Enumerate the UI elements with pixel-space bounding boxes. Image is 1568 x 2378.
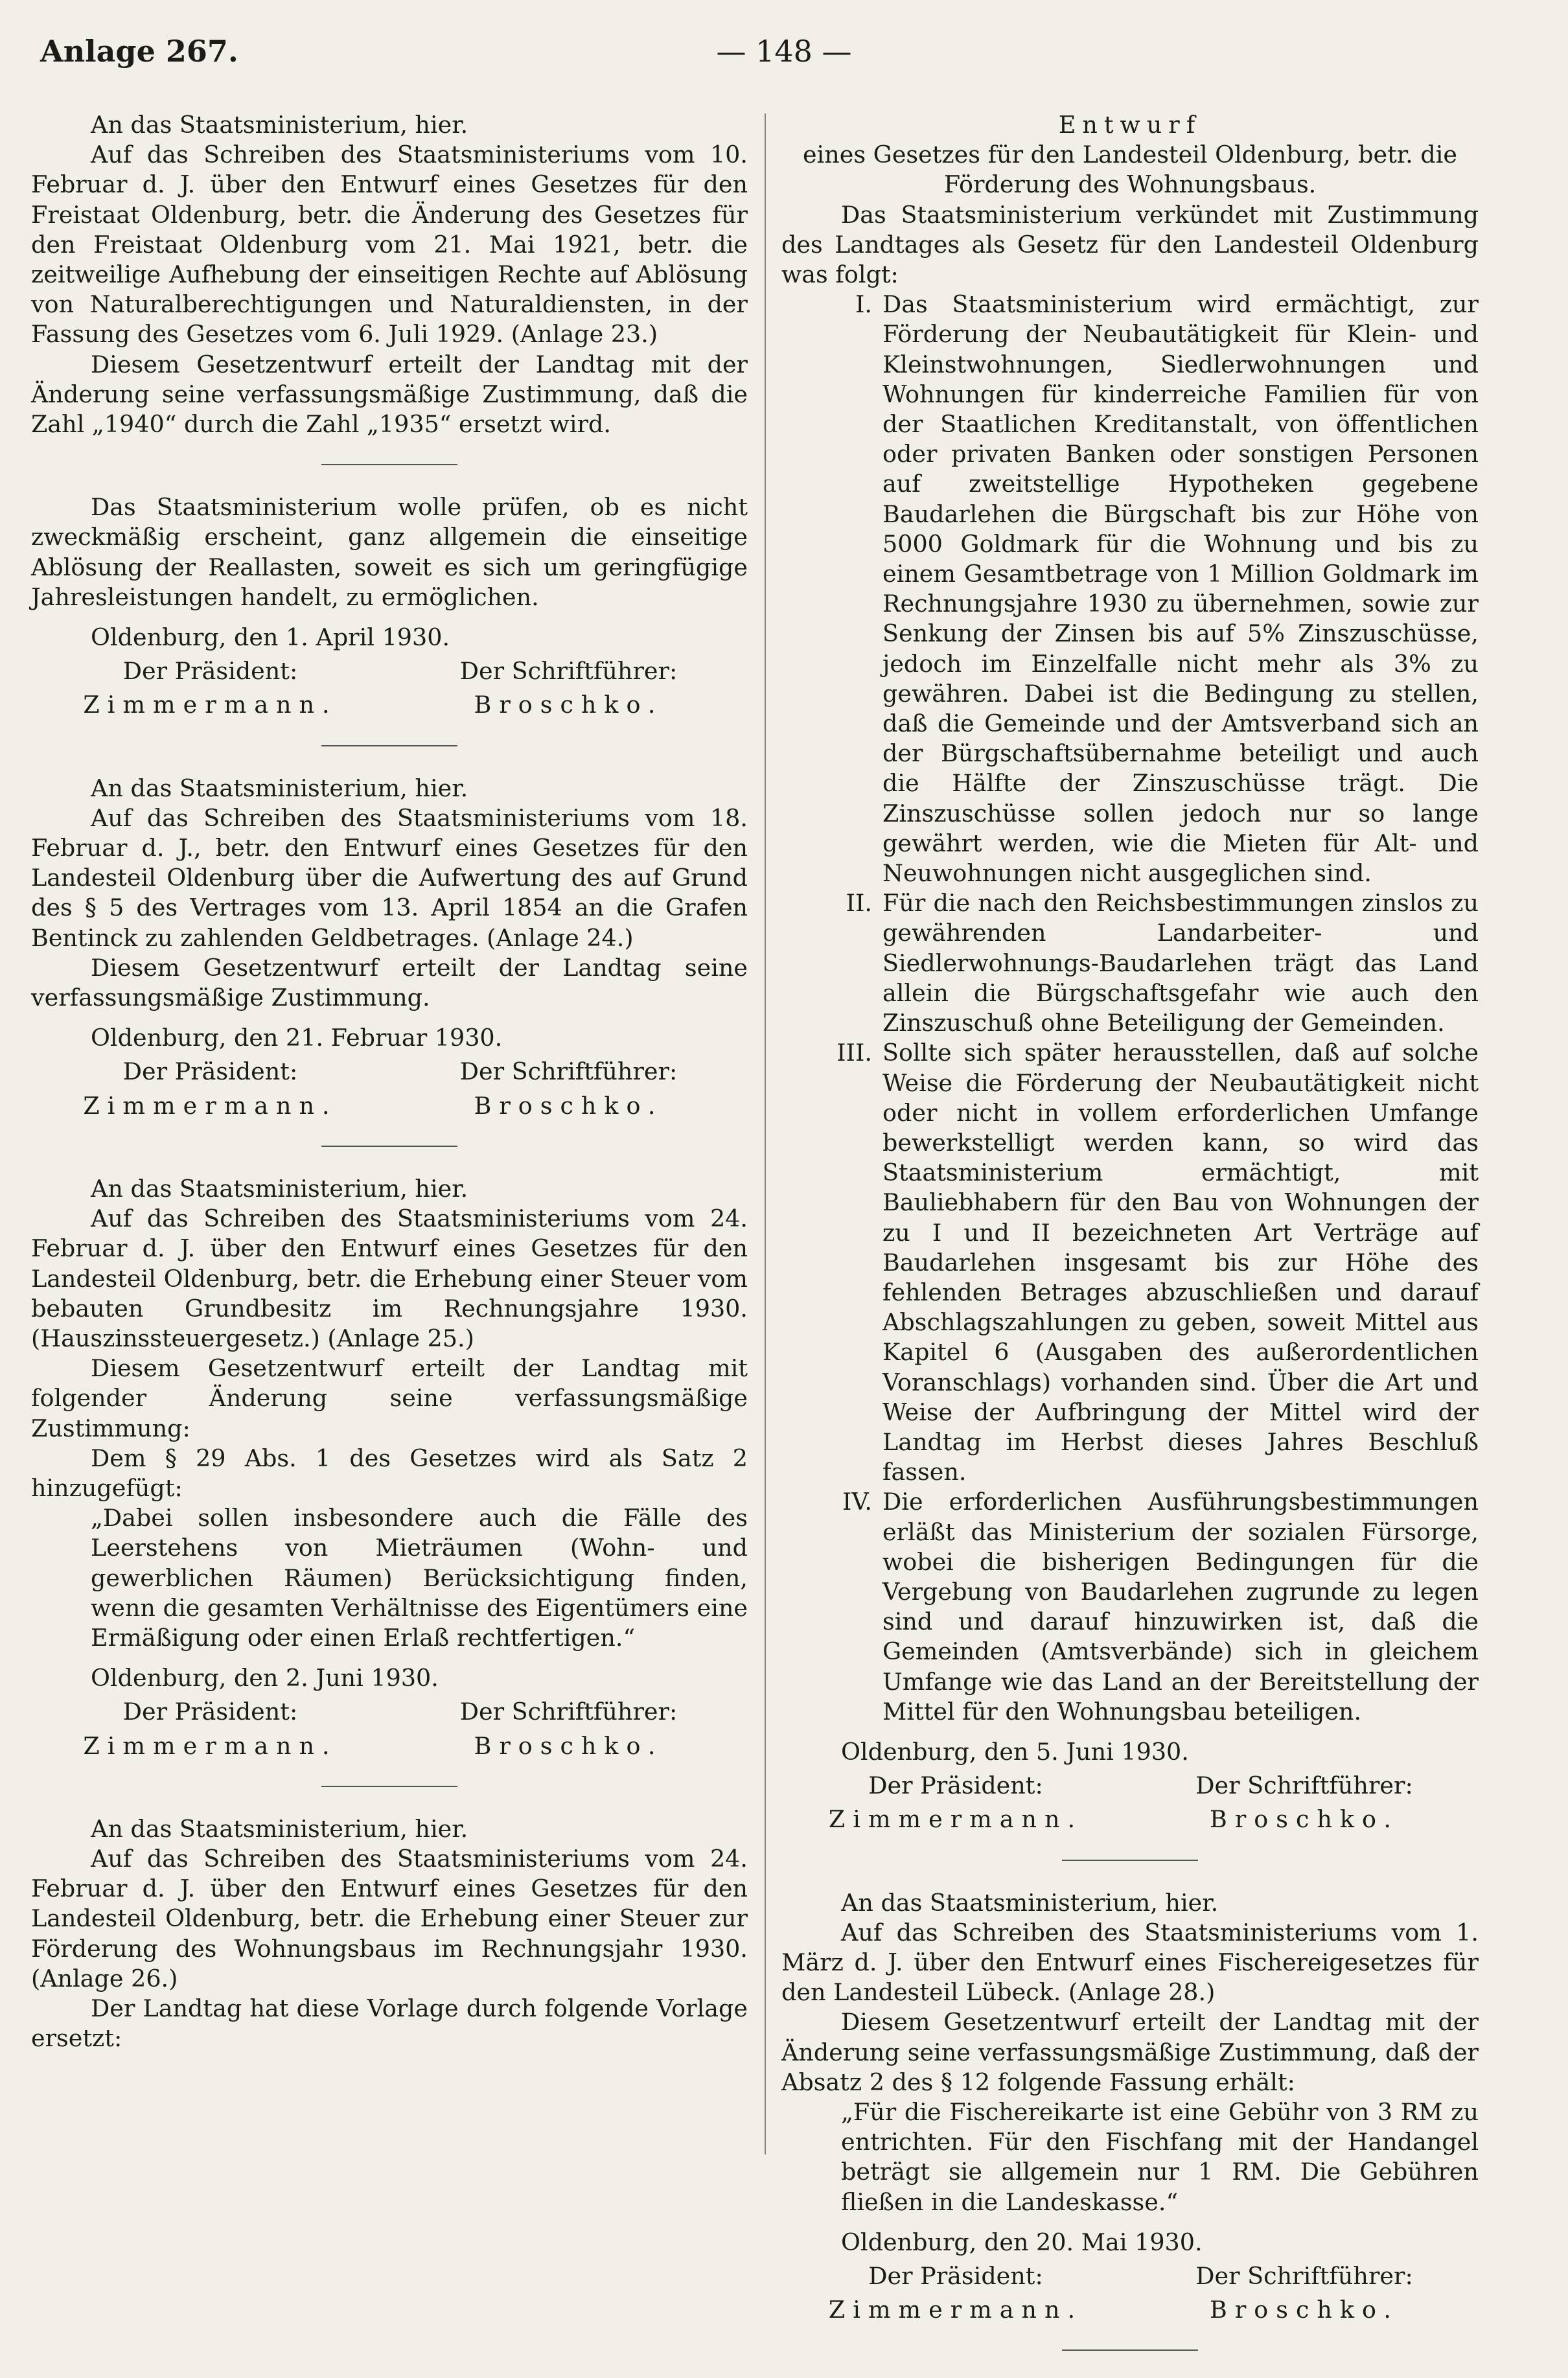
separator-rule [321,745,457,746]
role-secretary: Der Schriftführer: [459,1698,678,1726]
separator-rule [1062,2349,1198,2351]
draft-title: Entwurf [1058,111,1202,139]
left-column [31,110,748,2053]
separator-rule [321,464,457,465]
date-line: Oldenburg, den 5. Juni 1930. [841,1737,1189,1766]
date-line: Oldenburg, den 21. Februar 1930. [91,1024,503,1052]
paragraph: Auf das Schreiben des Staatsministeriums vom 1. März d. J. über den Entwurf eines Fischereigesetzes für den Landesteil Lübeck. (Anlage 28.) [781,1918,1479,2007]
law-item [781,290,1479,888]
paragraph: Auf das Schreiben des Staatsministeriums vom 10. Februar d. J. über den Entwurf eines Gesetzes für den Freistaat Oldenburg, betr. die Änderung des Gesetzes für den Freistaat Oldenburg vom 21. Mai 1921, betr. die zeitweilige Aufhebung der einseitigen Rechte auf Ablösung von Naturalberechtigungen und Naturaldiensten, in der Fassung des Gesetzes vom 6. Juli 1929. (Anlage 23.) [31,141,748,349]
role-president: Der Präsident: [122,1057,298,1086]
role-president: Der Präsident: [122,1698,298,1726]
name-president: Zimmermann. [83,1731,338,1760]
address-line: An das Staatsministerium, hier. [91,774,468,802]
paragraph: Dem § 29 Abs. 1 des Gesetzes wird als Satz 2 hinzugefügt: [31,1444,748,1502]
signature-roles [31,1057,748,1087]
page-header [40,34,1528,79]
address-line: An das Staatsministerium, hier. [91,1814,468,1843]
name-president: Zimmermann. [828,1805,1083,1834]
address-line: An das Staatsministerium, hier. [91,111,468,139]
signature-roles [781,1771,1479,1801]
name-president: Zimmermann. [83,1091,338,1120]
role-secretary: Der Schriftführer: [1195,2262,1413,2291]
date-line: Oldenburg, den 1. April 1930. [91,623,450,652]
draft-subtitle: eines Gesetzes für den Landesteil Oldenburg, betr. die Förderung des Wohnungsbaus. [802,141,1458,199]
name-secretary: Broschko. [474,691,663,719]
signature-roles [31,656,748,686]
quoted-text: „Für die Fischereikarte ist eine Gebühr von 3 RM zu entrichten. Für den Fischfang mit der Handangel beträgt sie allgemein nur 1 RM. Die Gebühren fließen in die Landeskasse.“ [841,2098,1479,2216]
item-text: Sollte sich später herausstellen, daß auf solche Weise die Förderung der Neubautätigkeit nicht oder nicht in vollem erforderlichen Umfange bewerkstelligt werden kann, so wird das Staatsministerium ermächtigt, mit Bauliebhabern für den Bau von Wohnungen der zu I und II bezeichneten Art Verträge auf Baudarlehen insgesamt bis zur Höhe des fehlenden Betrages abzuschließen und darauf Abschlagszahlungen zu geben, soweit Mittel aus Kapitel 6 (Ausgaben des außerordentlichen Voranschlags) vorhanden sind. Über die Art und Weise der Aufbringung der Mittel wird der Landtag im Herbst dieses Jahres Beschluß fassen. [882,1039,1479,1486]
signature-names [781,2295,1479,2325]
law-item [781,888,1479,1038]
name-secretary: Broschko. [1210,2296,1399,2324]
address-line: An das Staatsministerium, hier. [841,1888,1219,1917]
item-text: Die erforderlichen Ausführungsbestimmungen erläßt das Ministerium der sozialen Fürsorge, wobei die bisherigen Bedingungen für die Vergebung von Baudarlehen zugrunde zu legen sind und darauf hinzuwirken ist, daß die Gemeinden (Amtsverbände) sich in gleichem Umfange wie das Land an der Bereitstellung der Mittel für den Wohnungsbau beteiligen. [882,1488,1479,1726]
signature-names [31,690,748,720]
column-divider [765,113,766,2154]
paragraph: Auf das Schreiben des Staatsministeriums vom 24. Februar d. J. über den Entwurf eines Gesetzes für den Landesteil Oldenburg, betr. die Erhebung einer Steuer zur Förderung des Wohnungsbaus im Rechnungsjahr 1930. (Anlage 26.) [31,1844,748,1992]
item-text: Für die nach den Reichsbestimmungen zinslos zu gewährenden Landarbeiter- und Siedlerwohnungs-Baudarlehen trägt das Land allein die Bürgschaftsgefahr wie auch den Zinszuschuß ohne Beteiligung der Gemeinden. [882,889,1479,1037]
separator-rule [1062,1860,1198,1861]
address-line: An das Staatsministerium, hier. [91,1174,468,1203]
paragraph: Diesem Gesetzentwurf erteilt der Landtag mit folgender Änderung seine verfassungsmäßige Zustimmung: [31,1354,748,1442]
law-item [781,1038,1479,1487]
item-number: II. [846,889,872,918]
paragraph: Das Staatsministerium wolle prüfen, ob es nicht zweckmäßig erscheint, ganz allgemein die einseitige Ablösung der Reallasten, soweit es sich um geringfügige Jahresleistungen handelt, zu ermöglichen. [31,493,748,611]
signature-names [781,1805,1479,1834]
law-item [781,1487,1479,1727]
separator-rule [321,1786,457,1787]
name-secretary: Broschko. [1210,1805,1399,1834]
name-president: Zimmermann. [828,2296,1083,2324]
quoted-text: „Dabei sollen insbesondere auch die Fälle des Leerstehens von Mieträumen (Wohn- und gewerblichen Räumen) Berücksichtigung finden, wenn die gesamten Verhältnisse des Eigentümers eine Ermäßigung oder einen Erlaß rechtfertigen.“ [91,1504,748,1652]
paragraph: Diesem Gesetzentwurf erteilt der Landtag mit der Änderung seine verfassungsmäßige Zustimmung, daß die Zahl „1940“ durch die Zahl „1935“ ersetzt wird. [31,350,748,439]
date-line: Oldenburg, den 20. Mai 1930. [841,2228,1203,2256]
paragraph: Das Staatsministerium verkündet mit Zustimmung des Landtages als Gesetz für den Landesteil Oldenburg was folgt: [781,200,1479,289]
signature-roles [781,2261,1479,2291]
item-text: Das Staatsministerium wird ermächtigt, zur Förderung der Neubautätigkeit für Klein- und Kleinstwohnungen, Siedlerwohnungen und Wohnungen für kinderreiche Familien für von der Staatlichen Kreditanstalt, von öffentlichen oder privaten Banken oder sonstigen Personen auf zweitstellige Hypotheken gegebene Baudarlehen die Bürgschaft bis zur Höhe von 5000 Goldmark für die Wohnung und bis zu einem Gesamtbetrage von 1 Million Goldmark im Rechnungsjahre 1930 zu übernehmen, sowie zur Senkung der Zinsen bis auf 5% Zinszuschüsse, jedoch im Einzelfalle nicht mehr als 3% zu gewähren. Dabei ist die Bedingung zu stellen, daß die Gemeinde und der Amtsverband sich an der Bürgschaftsübernahme beteiligt und auch die Hälfte der Zinszuschüsse trägt. Die Zinszuschüsse sollen jedoch nur so lange gewährt werden, wie die Mieten für Alt- und Neuwohnungen nicht ausgeglichen sind. [882,290,1479,888]
separator-rule [321,1146,457,1147]
right-column [781,110,1479,2378]
item-number: III. [836,1039,872,1067]
name-secretary: Broschko. [474,1091,663,1120]
role-president: Der Präsident: [868,1772,1043,1800]
signature-names [31,1091,748,1121]
paragraph: Der Landtag hat diese Vorlage durch folgende Vorlage ersetzt: [31,1994,748,2053]
role-secretary: Der Schriftführer: [459,1057,678,1086]
annex-label: Anlage 267. [40,34,238,69]
signature-names [31,1731,748,1761]
role-president: Der Präsident: [122,657,298,686]
page-number: — 148 — [716,34,852,69]
paragraph: Auf das Schreiben des Staatsministeriums vom 18. Februar d. J., betr. den Entwurf eines Gesetzes für den Landesteil Oldenburg über die Aufwertung des auf Grund des § 5 des Vertrages vom 13. April 1854 an die Grafen Bentinck zu zahlenden Geldbetrages. (Anlage 24.) [31,803,748,952]
name-president: Zimmermann. [83,691,338,719]
role-president: Der Präsident: [868,2262,1043,2291]
paragraph: Diesem Gesetzentwurf erteilt der Landtag mit der Änderung seine verfassungsmäßige Zustimmung, daß der Absatz 2 des § 12 folgende Fassung erhält: [781,2008,1479,2096]
role-secretary: Der Schriftführer: [1195,1772,1413,1800]
paragraph: Auf das Schreiben des Staatsministeriums vom 24. Februar d. J. über den Entwurf eines Gesetzes für den Landesteil Oldenburg, betr. die Erhebung einer Steuer vom bebauten Grundbesitz im Rechnungsjahre 1930. (Hauszinssteuergesetz.) (Anlage 25.) [31,1205,748,1352]
name-secretary: Broschko. [474,1731,663,1760]
signature-roles [31,1697,748,1727]
date-line: Oldenburg, den 2. Juni 1930. [91,1664,439,1692]
role-secretary: Der Schriftführer: [459,657,678,686]
item-number: I. [855,290,872,319]
paragraph: Diesem Gesetzentwurf erteilt der Landtag seine verfassungsmäßige Zustimmung. [31,953,748,1012]
item-number: IV. [842,1488,872,1516]
